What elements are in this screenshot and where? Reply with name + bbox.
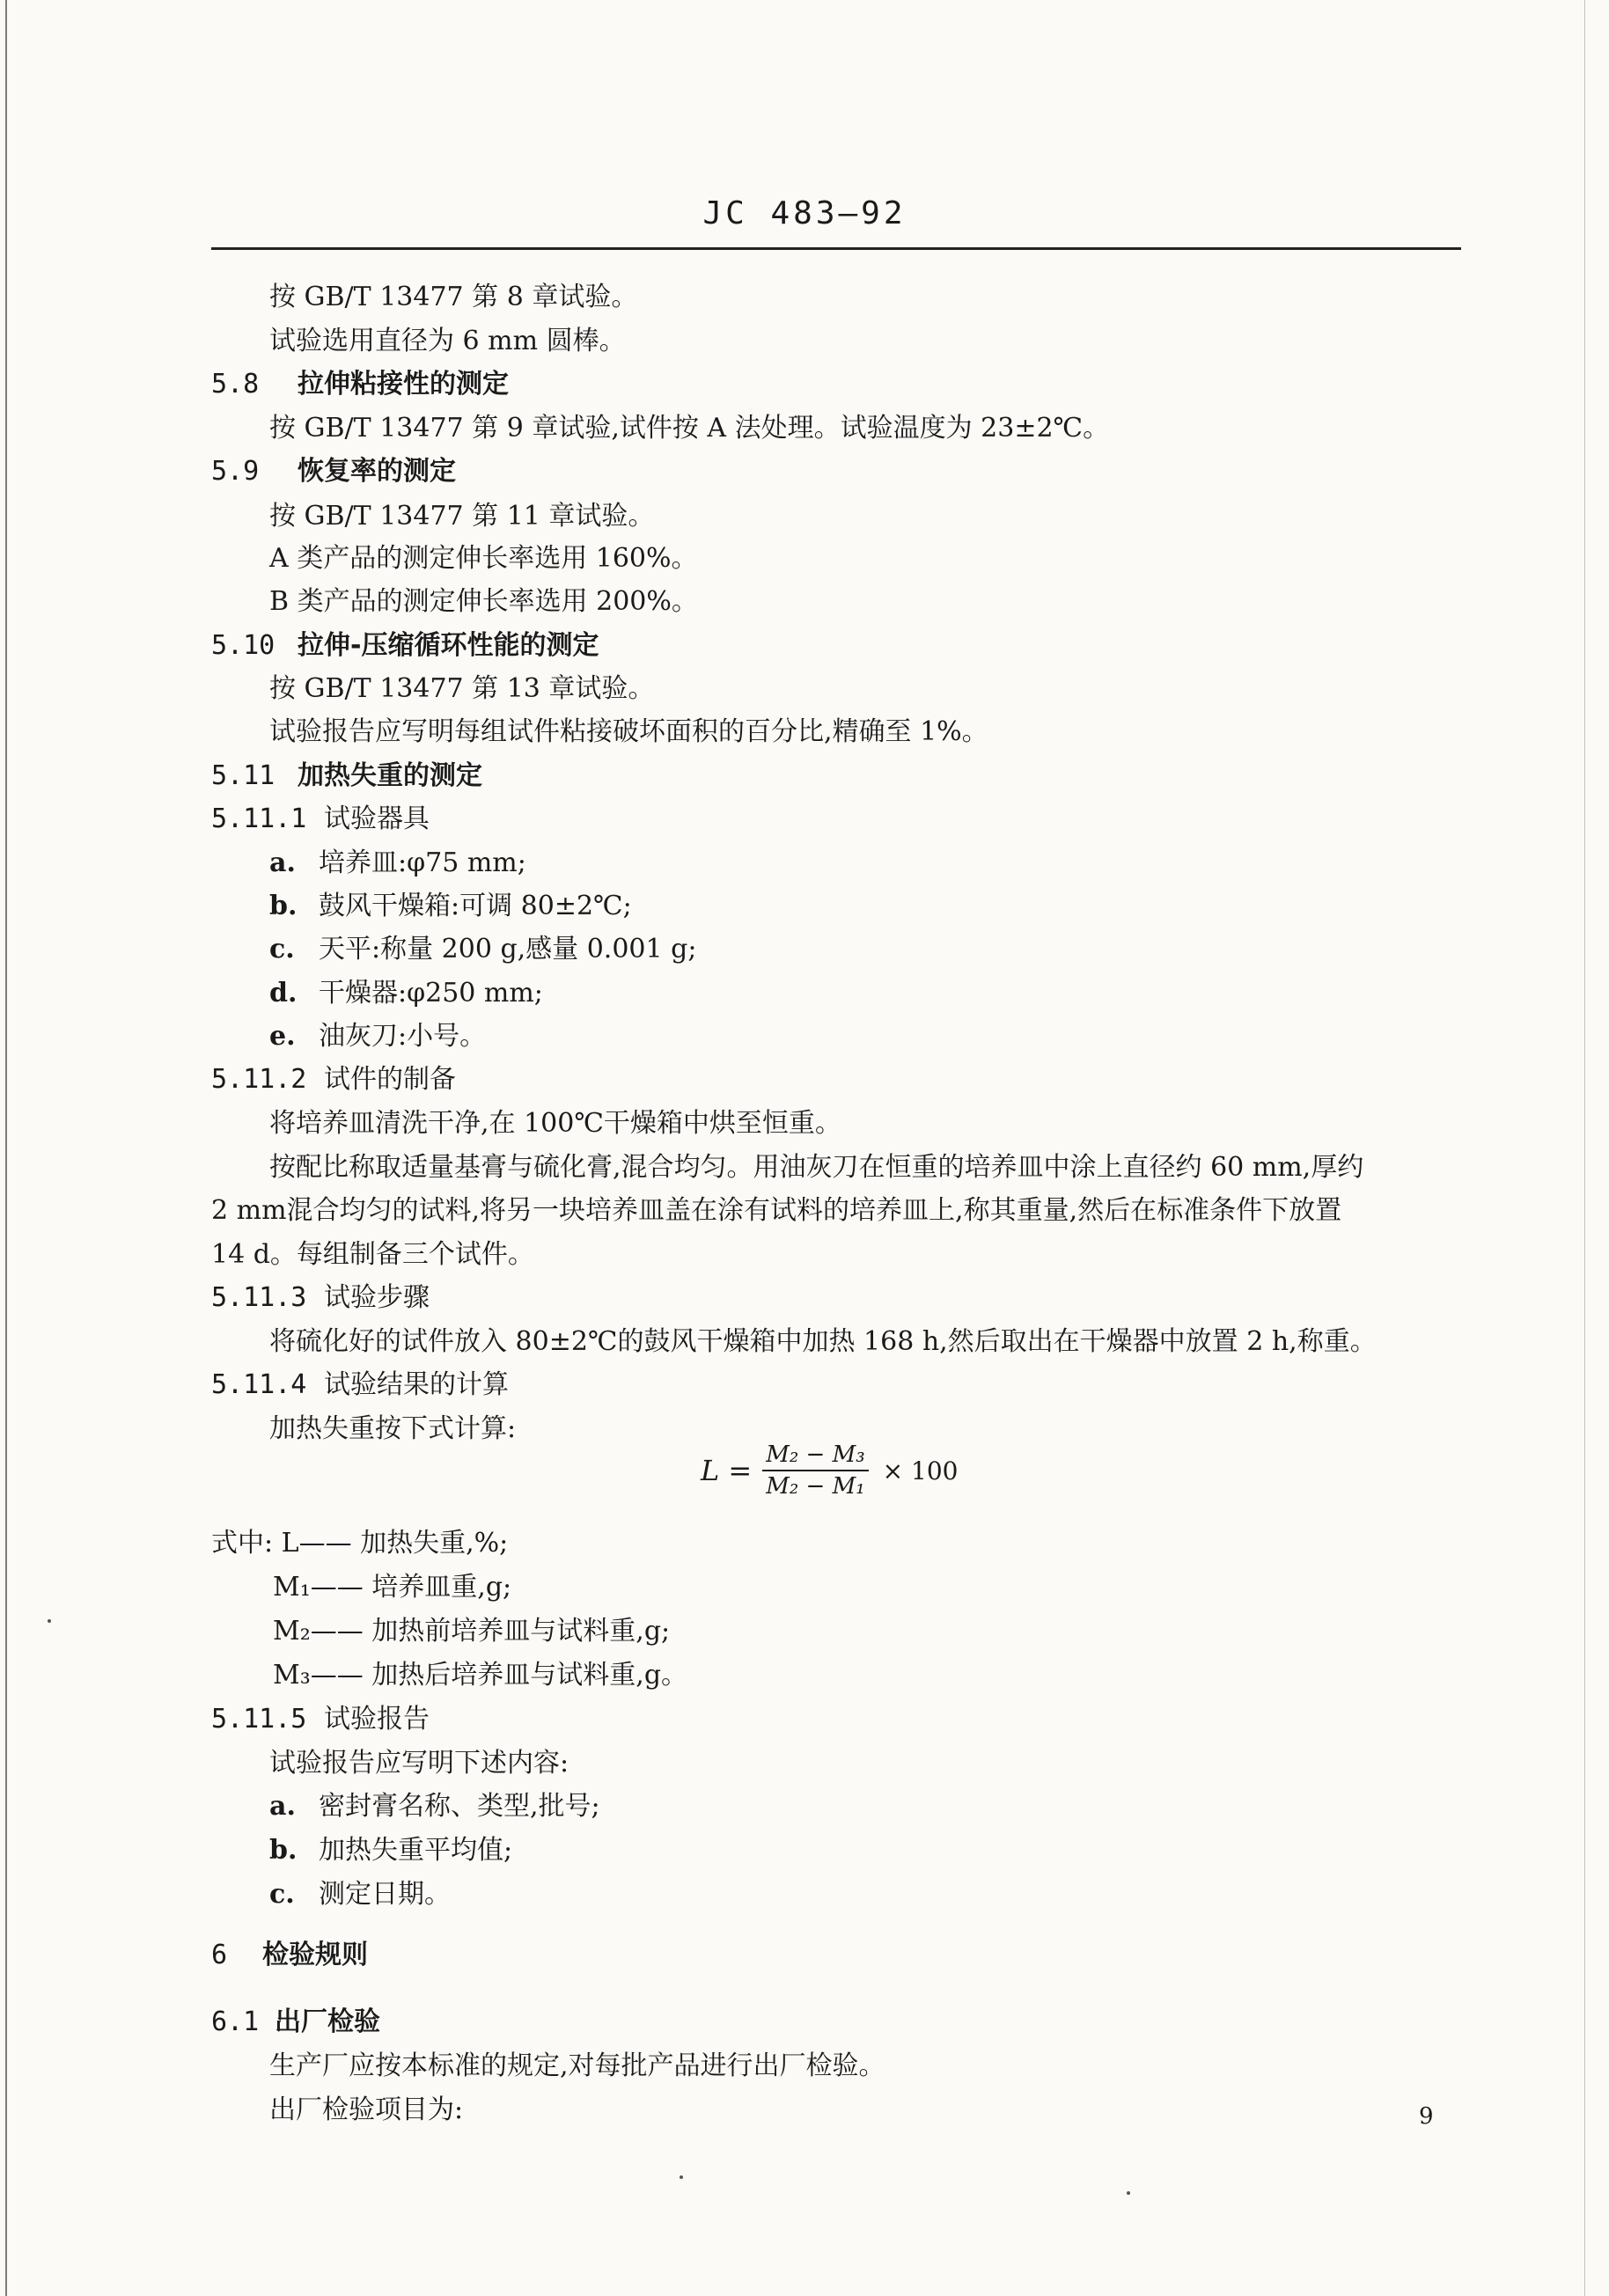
item-text: 密封膏名称、类型,批号; — [319, 1791, 600, 1822]
section-title: 拉伸-压缩循环性能的测定 — [298, 630, 599, 661]
section-title: 出厂检验 — [275, 2006, 380, 2037]
section-number: 5.10 — [211, 630, 276, 661]
section-title: 拉伸粘接性的测定 — [298, 369, 509, 400]
definition-line: M₂—— 加热前培养皿与试料重,g; — [273, 1616, 671, 1647]
section-heading — [211, 1999, 380, 2038]
item-text: 鼓风干燥箱:可调 80±2℃; — [319, 891, 632, 921]
subsection-heading — [211, 1362, 509, 1401]
section-heading — [211, 623, 599, 662]
section-title: 加热失重的测定 — [298, 760, 482, 791]
definition-line: M₃—— 加热后培养皿与试料重,g。 — [273, 1660, 688, 1691]
section-number: 5.8 — [211, 369, 260, 400]
text-line: 试验报告应写明每组试件粘接破坏面积的百分比,精确至 1%。 — [269, 716, 988, 747]
subsection-heading — [211, 1275, 430, 1314]
text-line: 将培养皿清洗干净,在 100℃干燥箱中烘至恒重。 — [269, 1108, 841, 1139]
section-number: 5.9 — [211, 456, 260, 487]
text-line: 14 d。每组制备三个试件。 — [211, 1239, 534, 1270]
page-number: 9 — [1419, 2103, 1434, 2130]
list-item — [269, 1828, 512, 1867]
text-line: 按 GB/T 13477 第 9 章试验,试件按 A 法处理。试验温度为 23±2℃。 — [269, 413, 1110, 444]
header-rule — [211, 247, 1461, 250]
subsection-number: 5.11.1 — [211, 803, 307, 834]
subsection-title: 试验步骤 — [324, 1282, 430, 1313]
item-text: 天平:称量 200 g,感量 0.001 g; — [319, 934, 697, 965]
list-item — [269, 884, 632, 922]
subsection-title: 试验报告 — [324, 1704, 430, 1735]
text-line: 出厂检验项目为: — [269, 2094, 464, 2125]
subsection-heading — [211, 1697, 430, 1735]
subsection-title: 试验器具 — [324, 803, 430, 834]
text-line: 试验选用直径为 6 mm 圆棒。 — [269, 326, 626, 356]
section-heading — [211, 1933, 368, 1971]
text-line: 加热失重按下式计算: — [269, 1413, 517, 1444]
section-heading — [211, 362, 509, 400]
list-item — [269, 927, 696, 965]
text-line: B 类产品的测定伸长率选用 200%。 — [269, 586, 698, 617]
text-line: 按配比称取适量基膏与硫化膏,混合均匀。用油灰刀在恒重的培养皿中涂上直径约 60 mm,厚约 — [269, 1152, 1364, 1183]
item-letter: a. — [269, 1791, 296, 1822]
item-text: 干燥器:φ250 mm; — [319, 978, 543, 1009]
formula-multiplier: × 100 — [882, 1456, 959, 1485]
page-header: JC 483—92 — [702, 195, 907, 231]
list-item — [269, 1872, 451, 1911]
section-number: 5.11 — [211, 760, 276, 791]
list-item — [269, 840, 526, 879]
subsection-heading — [211, 796, 430, 835]
section-number: 6 — [211, 1940, 228, 1970]
section-title: 恢复率的测定 — [298, 456, 456, 487]
heat-loss-formula — [701, 1441, 958, 1500]
item-letter: c. — [269, 934, 295, 965]
text-line: 按 GB/T 13477 第 13 章试验。 — [269, 673, 655, 704]
scan-right-edge — [1584, 0, 1585, 2296]
text-line: 2 mm混合均匀的试料,将另一块培养皿盖在涂有试料的培养皿上,称其重量,然后在标准条件下放置 — [211, 1195, 1342, 1226]
item-letter: b. — [269, 891, 298, 921]
subsection-number: 5.11.4 — [211, 1369, 307, 1400]
item-letter: d. — [269, 978, 298, 1009]
item-text: 测定日期。 — [319, 1879, 451, 1910]
item-letter: e. — [269, 1021, 296, 1052]
definition-line: 式中: L—— 加热失重,%; — [211, 1528, 509, 1559]
text-line: 生产厂应按本标准的规定,对每批产品进行出厂检验。 — [269, 2050, 885, 2081]
list-item — [269, 1784, 600, 1823]
item-letter: c. — [269, 1879, 295, 1910]
section-heading — [211, 753, 482, 792]
formula-lhs: L = — [701, 1454, 753, 1487]
formula-fraction — [762, 1441, 868, 1500]
item-text: 加热失重平均值; — [319, 1835, 513, 1866]
subsection-title: 试验结果的计算 — [324, 1369, 509, 1400]
section-number: 6.1 — [211, 2006, 260, 2037]
subsection-number: 5.11.2 — [211, 1064, 307, 1095]
text-line: 按 GB/T 13477 第 11 章试验。 — [269, 501, 655, 532]
subsection-heading — [211, 1057, 456, 1096]
text-line: 将硫化好的试件放入 80±2℃的鼓风干燥箱中加热 168 h,然后取出在干燥器中放置 2 h,称重。 — [269, 1326, 1377, 1357]
item-text: 培养皿:φ75 mm; — [319, 847, 526, 878]
subsection-number: 5.11.3 — [211, 1282, 307, 1313]
item-letter: b. — [269, 1835, 298, 1866]
item-letter: a. — [269, 847, 296, 878]
subsection-number: 5.11.5 — [211, 1704, 307, 1735]
text-line: 试验报告应写明下述内容: — [269, 1748, 569, 1779]
definition-line: M₁—— 培养皿重,g; — [273, 1572, 512, 1603]
formula-denominator: M₂ − M₁ — [766, 1473, 865, 1500]
scan-speck — [1127, 2191, 1130, 2195]
section-title: 检验规则 — [262, 1940, 368, 1970]
scan-speck — [680, 2175, 683, 2179]
list-item — [269, 971, 543, 1009]
text-line: 按 GB/T 13477 第 8 章试验。 — [269, 282, 638, 312]
text-line: A 类产品的测定伸长率选用 160%。 — [269, 543, 698, 574]
scan-speck — [48, 1619, 51, 1623]
list-item — [269, 1014, 486, 1053]
section-heading — [211, 449, 456, 488]
subsection-title: 试件的制备 — [324, 1064, 456, 1095]
scan-left-edge — [5, 0, 7, 2296]
formula-numerator: M₂ − M₃ — [762, 1441, 868, 1471]
item-text: 油灰刀:小号。 — [319, 1021, 487, 1052]
